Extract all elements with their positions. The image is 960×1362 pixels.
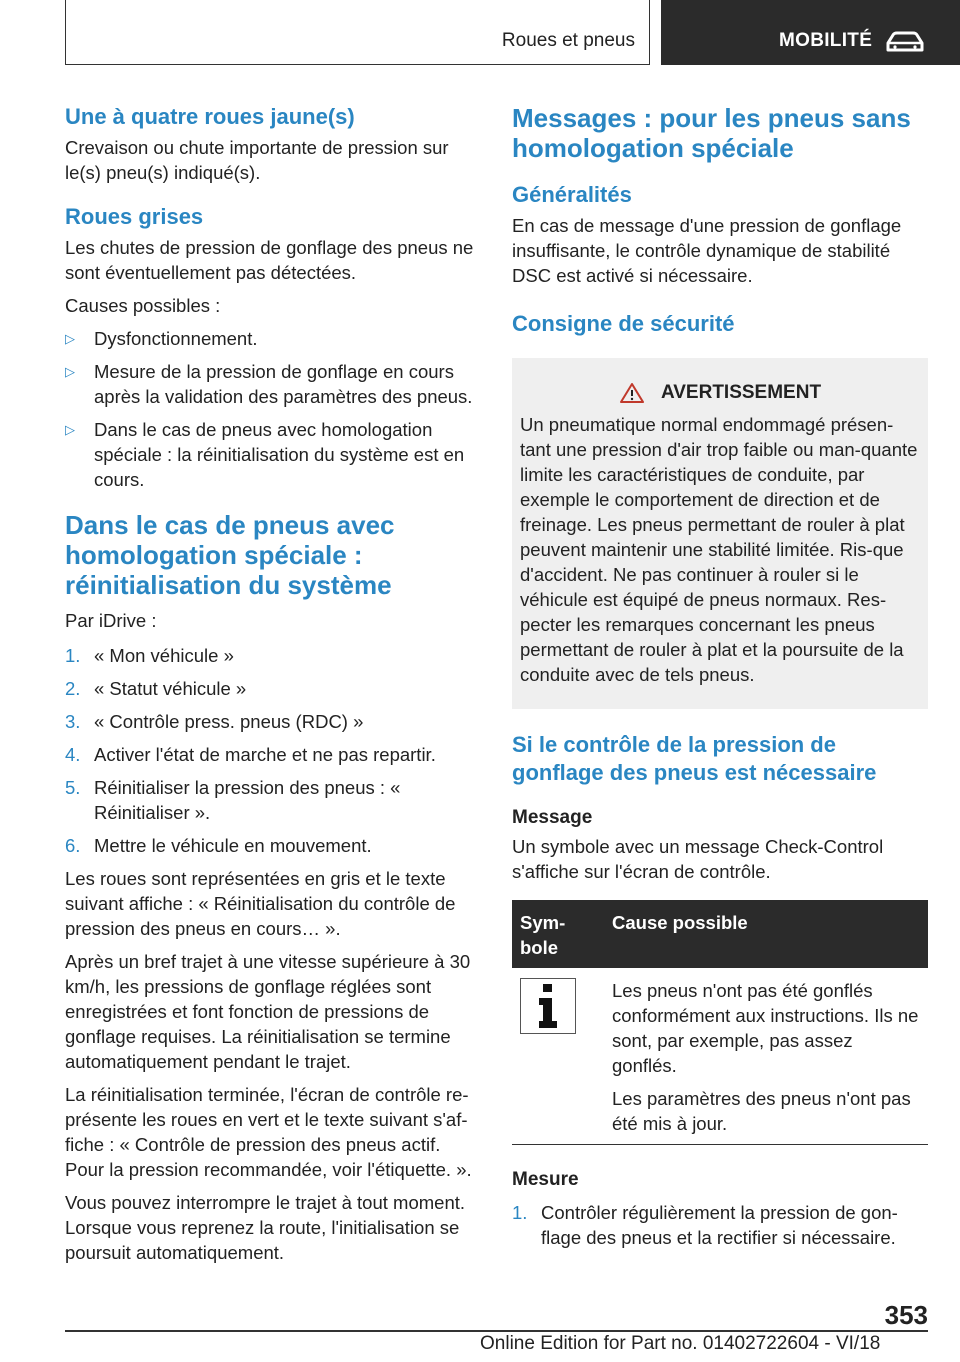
table-cell-symbol bbox=[512, 968, 604, 1145]
left-column bbox=[65, 103, 480, 1265]
paragraph: Les chutes de pression de gonflage des pneus ne sont éventuellement pas détectées. bbox=[65, 237, 474, 283]
paragraph: Vous pouvez interrompre le trajet à tout moment. Lorsque vous reprenez la route, l'initialisation se poursuit automatiquement. bbox=[65, 1192, 466, 1263]
table-row bbox=[512, 968, 928, 1145]
heading-messages: Messages : pour les pneus sans homologation spéciale bbox=[512, 103, 911, 163]
page-number: 353 bbox=[884, 1300, 928, 1330]
bullet-triangle-icon: ▷ bbox=[65, 331, 75, 346]
list-item: 4. Activer l'état de marche et ne pas repartir. bbox=[65, 744, 436, 765]
list-item: ▷ Dans le cas de pneus avec homologation spéciale : la réinitialisation du système est en cours. bbox=[65, 419, 465, 490]
paragraph: En cas de message d'une pression de gonflage insuffisante, le contrôle dynamique de stabilité DSC est activé si nécessaire. bbox=[512, 215, 902, 286]
category-title: MOBILITÉ bbox=[779, 30, 873, 51]
warning-title: AVERTISSEMENT bbox=[520, 382, 920, 404]
list-item: ▷ Dysfonctionnement. bbox=[65, 328, 258, 349]
list-item: 1. Contrôler régulièrement la pression de gon-flage des pneus et la rectifier si nécessaire. bbox=[512, 1202, 898, 1248]
heading-yellow-wheels: Une à quatre roues jaune(s) bbox=[65, 104, 355, 129]
section-title: Roues et pneus bbox=[501, 30, 635, 51]
bullet-triangle-icon: ▷ bbox=[65, 422, 75, 437]
car-icon bbox=[885, 31, 925, 53]
heading-general: Généralités bbox=[512, 182, 632, 207]
warning-triangle-icon bbox=[619, 382, 645, 404]
table-header-cause: Cause possible bbox=[604, 900, 928, 968]
heading-check-needed: Si le contrôle de la pression de gonflage des pneus est nécessaire bbox=[512, 732, 877, 785]
paragraph: La réinitialisation terminée, l'écran de contrôle re-présente les roues en vert et le texte suivant s'af-fiche : « Contrôle de pression des pneus actif. Pour la pression recommandée, voir l'étiquette. ». bbox=[65, 1084, 472, 1180]
info-icon bbox=[520, 978, 576, 1034]
subheading-measure: Mesure bbox=[512, 1169, 579, 1190]
paragraph: Crevaison ou chute importante de pression sur le(s) pneu(s) indiqué(s). bbox=[65, 137, 449, 183]
footer-divider bbox=[65, 1330, 928, 1332]
table-cell-cause: Les pneus n'ont pas été gonflés conformément aux instructions. Ils ne sont, par exemple, pas assez gonflés. Les paramètres des pneus n'ont pas été mis à jour. bbox=[604, 968, 928, 1145]
message-table bbox=[512, 900, 928, 1145]
warning-text: Un pneumatique normal endommagé présen-tant une pression d'air trop faible ou man-quante limite les caractéristiques de conduite, par exemple le comportement de direction et de freinage. Les pneus permettant de rouler à plat peuvent maintenir une stabilité limitée. Ris-que d'accident. Ne pas continuer à rouler si le véhicule est équipé de pneus normaux. Res-pecter les remarques concernant les pneus permettant de rouler à plat et la poursuite de la conduite avec de tels pneus. bbox=[520, 414, 918, 685]
footer-edition: Online Edition for Part no. 01402722604 - VI/18 bbox=[480, 1333, 881, 1354]
paragraph: Un symbole avec un message Check-Control s'affiche sur l'écran de contrôle. bbox=[512, 836, 884, 882]
list-item: 5. Réinitialiser la pression des pneus : « Réinitialiser ». bbox=[65, 777, 401, 823]
warning-box bbox=[512, 358, 928, 709]
heading-reset: Dans le cas de pneus avec homologation spéciale : réinitialisation du système bbox=[65, 510, 395, 600]
list-item: 6. Mettre le véhicule en mouvement. bbox=[65, 835, 372, 856]
list-item: 2. « Statut véhicule » bbox=[65, 678, 247, 699]
list-item: 3. « Contrôle press. pneus (RDC) » bbox=[65, 711, 364, 732]
paragraph: Causes possibles : bbox=[65, 295, 221, 316]
subheading-message: Message bbox=[512, 807, 593, 828]
right-column bbox=[512, 103, 928, 1250]
bullet-triangle-icon: ▷ bbox=[65, 364, 75, 379]
list-item: ▷ Mesure de la pression de gonflage en cours après la validation des paramètres des pneus. bbox=[65, 361, 473, 407]
heading-safety: Consigne de sécurité bbox=[512, 311, 735, 336]
paragraph: Par iDrive : bbox=[65, 610, 157, 631]
paragraph: Les roues sont représentées en gris et le texte suivant affiche : « Réinitialisation du contrôle de pression des pneus en cours… ». bbox=[65, 868, 456, 939]
list-item: 1. « Mon véhicule » bbox=[65, 645, 234, 666]
paragraph: Après un bref trajet à une vitesse supérieure à 30 km/h, les pressions de gonflage réglées sont enregistrées et font fonction de pressions de gonflage requises. La réinitialisation se termine automatiquement pendant le trajet. bbox=[65, 951, 471, 1072]
table-header-symbol: Sym-bole bbox=[512, 900, 604, 968]
heading-grey-wheels: Roues grises bbox=[65, 204, 204, 229]
